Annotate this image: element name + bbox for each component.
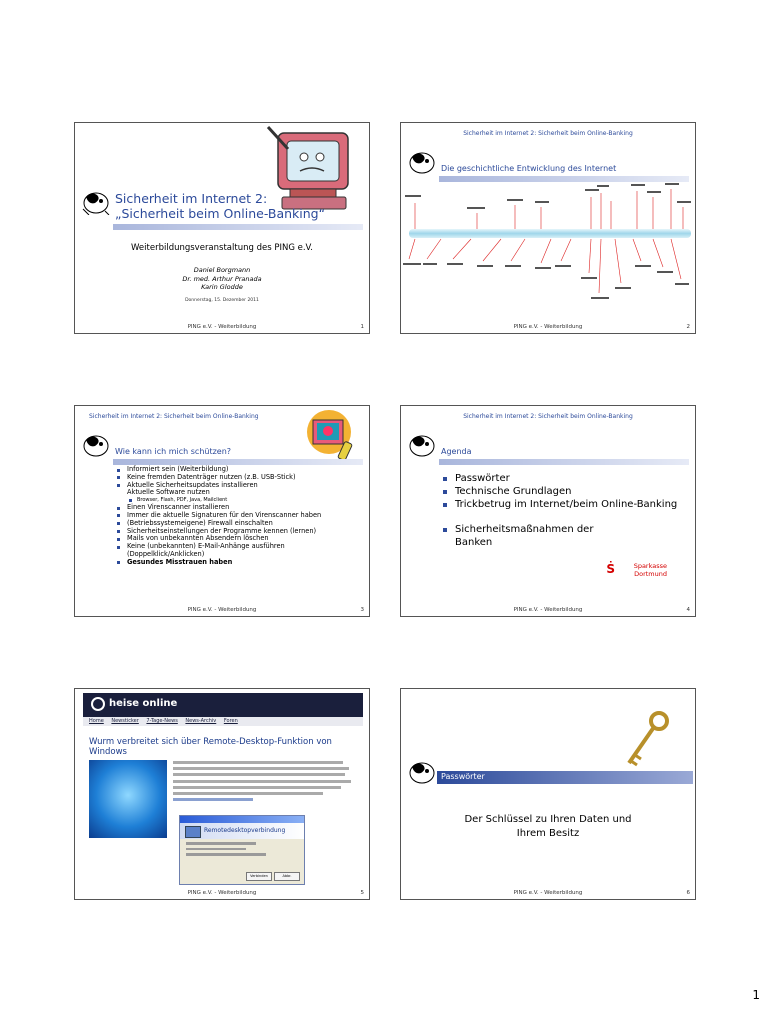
nav-link: Foren [223, 718, 238, 724]
slide-number: 1 [360, 324, 364, 330]
slide-1-title [115, 191, 325, 221]
title-line: Sicherheit im Internet 2: [115, 191, 268, 206]
slide-number: 2 [686, 324, 690, 330]
footer: PING e.V. - Weiterbildung [187, 324, 257, 330]
agenda-list [441, 472, 681, 549]
list-item [115, 543, 365, 559]
text-line: Der Schlüssel zu Ihren Daten und [464, 814, 632, 825]
heise-logo-icon [91, 697, 105, 711]
slide-1 [74, 122, 370, 334]
list-item: (Betriebssystemeigene) Firewall einschalten [115, 520, 365, 528]
rdp-banner: Remotedesktopverbindung [180, 823, 304, 839]
item-line: (Doppelklick/Anklicken) [127, 549, 205, 558]
agenda-item: Passwörter [441, 472, 681, 485]
item-line: Aktuelle Sicherheitsupdates installieren [127, 480, 258, 489]
sparkasse-logo [634, 562, 667, 578]
footer: PING e.V. - Weiterbildung [513, 890, 583, 896]
slide-6-text [401, 813, 695, 841]
nav-link: News-Archiv [185, 718, 217, 724]
cow-mascot-icon [407, 759, 437, 785]
rdp-field [186, 853, 266, 856]
slide-2-title: Die geschichtliche Entwicklung des Internet [441, 164, 617, 173]
title-bar [113, 224, 363, 230]
author: Karin Glodde [201, 283, 243, 291]
footer: PING e.V. - Weiterbildung [187, 607, 257, 613]
virus-illustration [89, 760, 167, 838]
page-number: 1 [752, 988, 760, 1002]
heise-logo-text: heise online [109, 698, 178, 709]
heise-header [83, 693, 363, 717]
article-text [173, 761, 353, 804]
list-subitem: Browser, Flash, PDF, Java, Mailclient [115, 497, 365, 504]
author: Daniel Borgmann [193, 266, 251, 274]
slide-3-title: Wie kann ich mich schützen? [115, 447, 232, 456]
list-item: Einen Virenscanner installieren [115, 504, 365, 512]
virus-computer-icon [295, 408, 365, 464]
nav-link: 7-Tage-News [146, 718, 178, 724]
key-icon [621, 709, 671, 769]
agenda-item: Technische Grundlagen [441, 485, 681, 498]
date: Donnerstag, 15. Dezember 2011 [185, 298, 259, 303]
section-title: Passwörter [441, 772, 485, 781]
cow-mascot-icon [81, 432, 111, 458]
sparkasse-logo-icon: Ṡ [606, 562, 615, 576]
slide-number: 4 [686, 607, 690, 613]
agenda-item: Trickbetrug im Internet/beim Online-Banking [441, 498, 681, 511]
slide-header: Sicherheit im Internet 2: Sicherheit beim Online-Banking [89, 413, 259, 420]
item-line: Aktuelle Software nutzen [127, 488, 210, 497]
authors [75, 266, 369, 292]
slide-1-subtitle: Weiterbildungsveranstaltung des PING e.V. [131, 243, 313, 253]
timeline-bar [409, 229, 691, 238]
slide-number: 3 [360, 607, 364, 613]
slide-header: Sicherheit im Internet 2: Sicherheit beim Online-Banking [463, 130, 633, 137]
logo-line: Sparkasse [633, 562, 667, 570]
list-item: Mails von unbekannten Absendern löschen [115, 535, 365, 543]
timeline-graphic [401, 183, 696, 323]
footer: PING e.V. - Weiterbildung [513, 324, 583, 330]
item-line: Keine (unbekannten) E-Mail-Anhänge ausführen [127, 542, 285, 551]
agenda-item: Sicherheitsmaßnahmen der Banken [441, 523, 595, 549]
footer: PING e.V. - Weiterbildung [187, 890, 257, 896]
slide-2 [400, 122, 696, 334]
protection-list [115, 466, 365, 567]
cow-mascot-icon [407, 432, 437, 458]
slide-4-title: Agenda [441, 447, 472, 456]
list-item: Informiert sein (Weiterbildung) [115, 466, 365, 474]
list-item: Keine fremden Datenträger nutzen (z.B. USB-Stick) [115, 474, 365, 482]
rdp-field [186, 842, 256, 845]
rdp-connect-button: Verbinden [246, 872, 272, 881]
slide-4 [400, 405, 696, 617]
slide-number: 6 [686, 890, 690, 896]
rdp-field [186, 848, 246, 851]
slide-3 [74, 405, 370, 617]
heise-headline: Wurm verbreitet sich über Remote-Desktop-Funktion von Windows [89, 737, 332, 757]
rdp-cancel-button: Abbr. [274, 872, 300, 881]
slide-6 [400, 688, 696, 900]
list-item: Gesundes Misstrauen haben [115, 559, 365, 567]
author: Dr. med. Arthur Pranada [182, 274, 262, 283]
footer: PING e.V. - Weiterbildung [513, 607, 583, 613]
nav-link: Newsticker [111, 718, 139, 724]
cow-mascot-icon [407, 149, 437, 175]
cow-mascot-icon [81, 189, 111, 215]
slide-header: Sicherheit im Internet 2: Sicherheit beim Online-Banking [463, 413, 633, 420]
slide-5 [74, 688, 370, 900]
nav-link: Home [89, 718, 104, 724]
title-bar [439, 459, 689, 465]
list-item: Immer die aktuelle Signaturen für den Virenscanner haben [115, 512, 365, 520]
rdp-titlebar [180, 816, 304, 823]
heise-nav [83, 717, 363, 726]
list-item [115, 482, 365, 498]
title-line: „Sicherheit beim Online-Banking“ [115, 206, 326, 221]
heise-screenshot [83, 693, 363, 883]
text-line: Ihrem Besitz [516, 828, 580, 839]
rdp-dialog [179, 815, 305, 885]
title-bar [439, 176, 689, 182]
slide-number: 5 [360, 890, 364, 896]
list-item: Sicherheitseinstellungen der Programme kennen (lernen) [115, 528, 365, 536]
logo-line: Dortmund [634, 570, 667, 578]
section-bar [437, 771, 693, 784]
